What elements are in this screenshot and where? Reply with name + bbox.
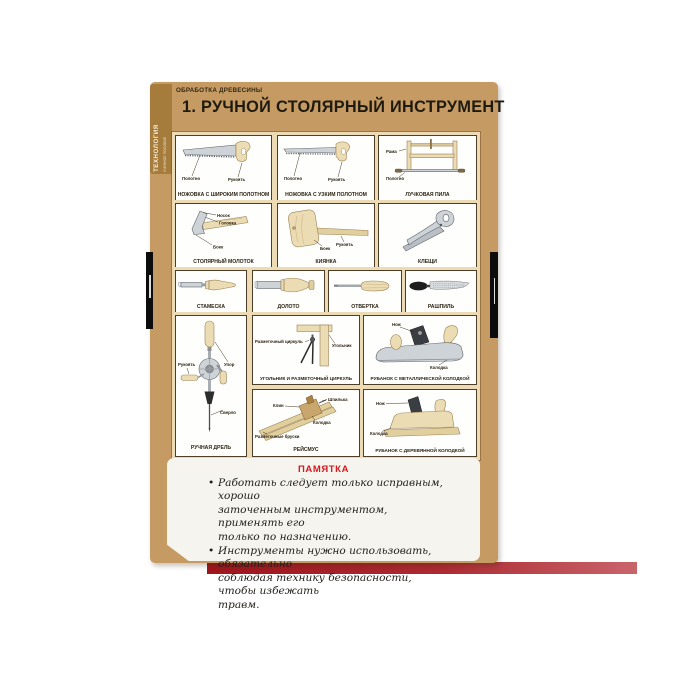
handsaw-wide-illustration bbox=[176, 136, 271, 186]
hammer-illustration bbox=[176, 204, 271, 254]
spine-series-sublabel: УЧЕБНОЕ ПОСОБИЕ bbox=[163, 136, 167, 172]
panel-caption: РАШПИЛЬ bbox=[427, 304, 455, 310]
panel-mortise-chisel bbox=[252, 270, 325, 314]
panel-hammer bbox=[175, 203, 272, 269]
panel-caption: СТАМЕСКА bbox=[196, 304, 226, 310]
memo-item bbox=[218, 477, 446, 544]
memo-title: ПАМЯТКА bbox=[297, 464, 350, 475]
part-label-face: Боек bbox=[213, 244, 224, 250]
part-label-rest: Упор bbox=[224, 362, 235, 367]
part-label-compass: Разметочный циркуль bbox=[255, 339, 303, 344]
part-label-bit: Сверло bbox=[220, 410, 236, 415]
part-label-body: Колодка bbox=[430, 365, 448, 370]
part-label-pin: Шпилька bbox=[328, 397, 348, 402]
memo-line: травм. bbox=[218, 598, 260, 611]
spine-right-mark bbox=[494, 278, 495, 304]
part-label-frame: Рама bbox=[386, 149, 397, 154]
marking-gauge-illustration bbox=[253, 390, 359, 442]
part-label-body: Колодка bbox=[370, 431, 388, 436]
part-label-blade: Нож bbox=[392, 322, 401, 327]
poster-eyebrow: ОБРАБОТКА ДРЕВЕСИНЫ bbox=[176, 87, 263, 94]
panel-caption: НОЖОВКА С ШИРОКИМ ПОЛОТНОМ bbox=[177, 192, 270, 198]
part-label-wedge: Клин bbox=[273, 403, 284, 408]
poster bbox=[150, 82, 505, 611]
memo-line: • Инструменты нужно использовать, обязательно bbox=[218, 545, 432, 571]
panel-wooden-plane bbox=[363, 389, 477, 457]
memo-line: заточенным инструментом, применять его bbox=[218, 503, 388, 530]
panel-mallet bbox=[277, 203, 375, 269]
memo-line: соблюдая технику безопасности, чтобы избежать bbox=[218, 571, 412, 598]
metal-plane-illustration bbox=[364, 316, 476, 370]
square-and-compass-illustration bbox=[253, 316, 359, 370]
bow-saw-illustration bbox=[379, 136, 476, 186]
screwdriver-illustration bbox=[329, 271, 401, 301]
memo-item bbox=[218, 545, 446, 612]
spine-right bbox=[490, 252, 498, 338]
panel-caption: КЛЕЩИ bbox=[418, 259, 437, 265]
page-title: 1. РУЧНОЙ СТОЛЯРНЫЙ ИНСТРУМЕНТ bbox=[182, 98, 505, 116]
part-label-blade: Полотно bbox=[182, 176, 201, 181]
memo-list bbox=[218, 477, 446, 612]
part-label-toe: Носок bbox=[217, 213, 230, 218]
wooden-plane-illustration bbox=[364, 390, 476, 442]
part-label-handle: Рукоять bbox=[328, 177, 346, 182]
panel-caption: ОТВЕРТКА bbox=[351, 304, 379, 310]
spine-left bbox=[146, 252, 153, 329]
part-label-blade: Полотно bbox=[386, 176, 405, 181]
memo-box bbox=[167, 458, 480, 611]
panel-metal-plane bbox=[363, 315, 477, 385]
memo-corner-notch bbox=[166, 544, 190, 562]
panel-caption: УГОЛЬНИК И РАЗМЕТОЧНЫЙ ЦИРКУЛЬ bbox=[260, 376, 352, 381]
part-label-handle: Рукоять bbox=[178, 362, 196, 367]
panel-caption: РУБАНОК С МЕТАЛЛИЧЕСКОЙ КОЛОДКОЙ bbox=[370, 376, 470, 381]
panel-caption: ЛУЧКОВАЯ ПИЛА bbox=[405, 192, 450, 198]
panel-pincers bbox=[378, 203, 477, 269]
part-label-square: Угольник bbox=[332, 343, 352, 348]
panel-caption: СТОЛЯРНЫЙ МОЛОТОК bbox=[193, 259, 254, 265]
rasp-illustration bbox=[406, 271, 476, 301]
hand-drill-illustration bbox=[176, 316, 246, 440]
spine-series-label: ТЕХНОЛОГИЯ bbox=[153, 124, 160, 172]
part-label-body: Колодка bbox=[313, 420, 331, 425]
panel-chisel bbox=[175, 270, 247, 314]
part-label-handle: Рукоять bbox=[228, 177, 246, 182]
panel-screwdriver bbox=[328, 270, 402, 314]
panel-bow-saw bbox=[378, 135, 477, 202]
panel-caption: РЕЙСМУС bbox=[293, 447, 319, 453]
panel-square-and-compass bbox=[252, 315, 360, 385]
handsaw-narrow-illustration bbox=[278, 136, 374, 186]
panel-handsaw-wide bbox=[175, 135, 272, 202]
panel-caption: НОЖОВКА С УЗКИМ ПОЛОТНОМ bbox=[285, 192, 367, 198]
part-label-face: Боек bbox=[320, 246, 331, 251]
spine-left-mark bbox=[149, 275, 150, 298]
panel-caption: РУБАНОК С ДЕРЕВЯННОЙ КОЛОДКОЙ bbox=[375, 448, 465, 453]
part-label-head: Головка bbox=[219, 220, 237, 226]
mallet-illustration bbox=[278, 204, 374, 254]
panel-marking-gauge bbox=[252, 389, 360, 457]
part-label-handle: Рукоять bbox=[336, 242, 354, 247]
memo-line: • Работать следует только исправным, хорошо bbox=[218, 477, 443, 503]
part-label-blade: Нож bbox=[376, 401, 385, 406]
part-label-blade: Полотно bbox=[284, 176, 303, 181]
mortise-chisel-illustration bbox=[253, 271, 324, 301]
panel-caption: КИЯНКА bbox=[315, 259, 337, 265]
panel-hand-drill bbox=[175, 315, 247, 457]
part-label-beams: Разметочные бруски bbox=[255, 434, 300, 439]
chisel-illustration bbox=[176, 271, 246, 301]
panel-caption: ДОЛОТО bbox=[277, 304, 300, 310]
memo-line: только по назначению. bbox=[218, 530, 352, 543]
panel-handsaw-narrow bbox=[277, 135, 375, 202]
panel-caption: РУЧНАЯ ДРЕЛЬ bbox=[190, 445, 232, 451]
pincers-illustration bbox=[379, 204, 476, 254]
panel-rasp bbox=[405, 270, 477, 314]
spine-tab bbox=[150, 84, 172, 174]
